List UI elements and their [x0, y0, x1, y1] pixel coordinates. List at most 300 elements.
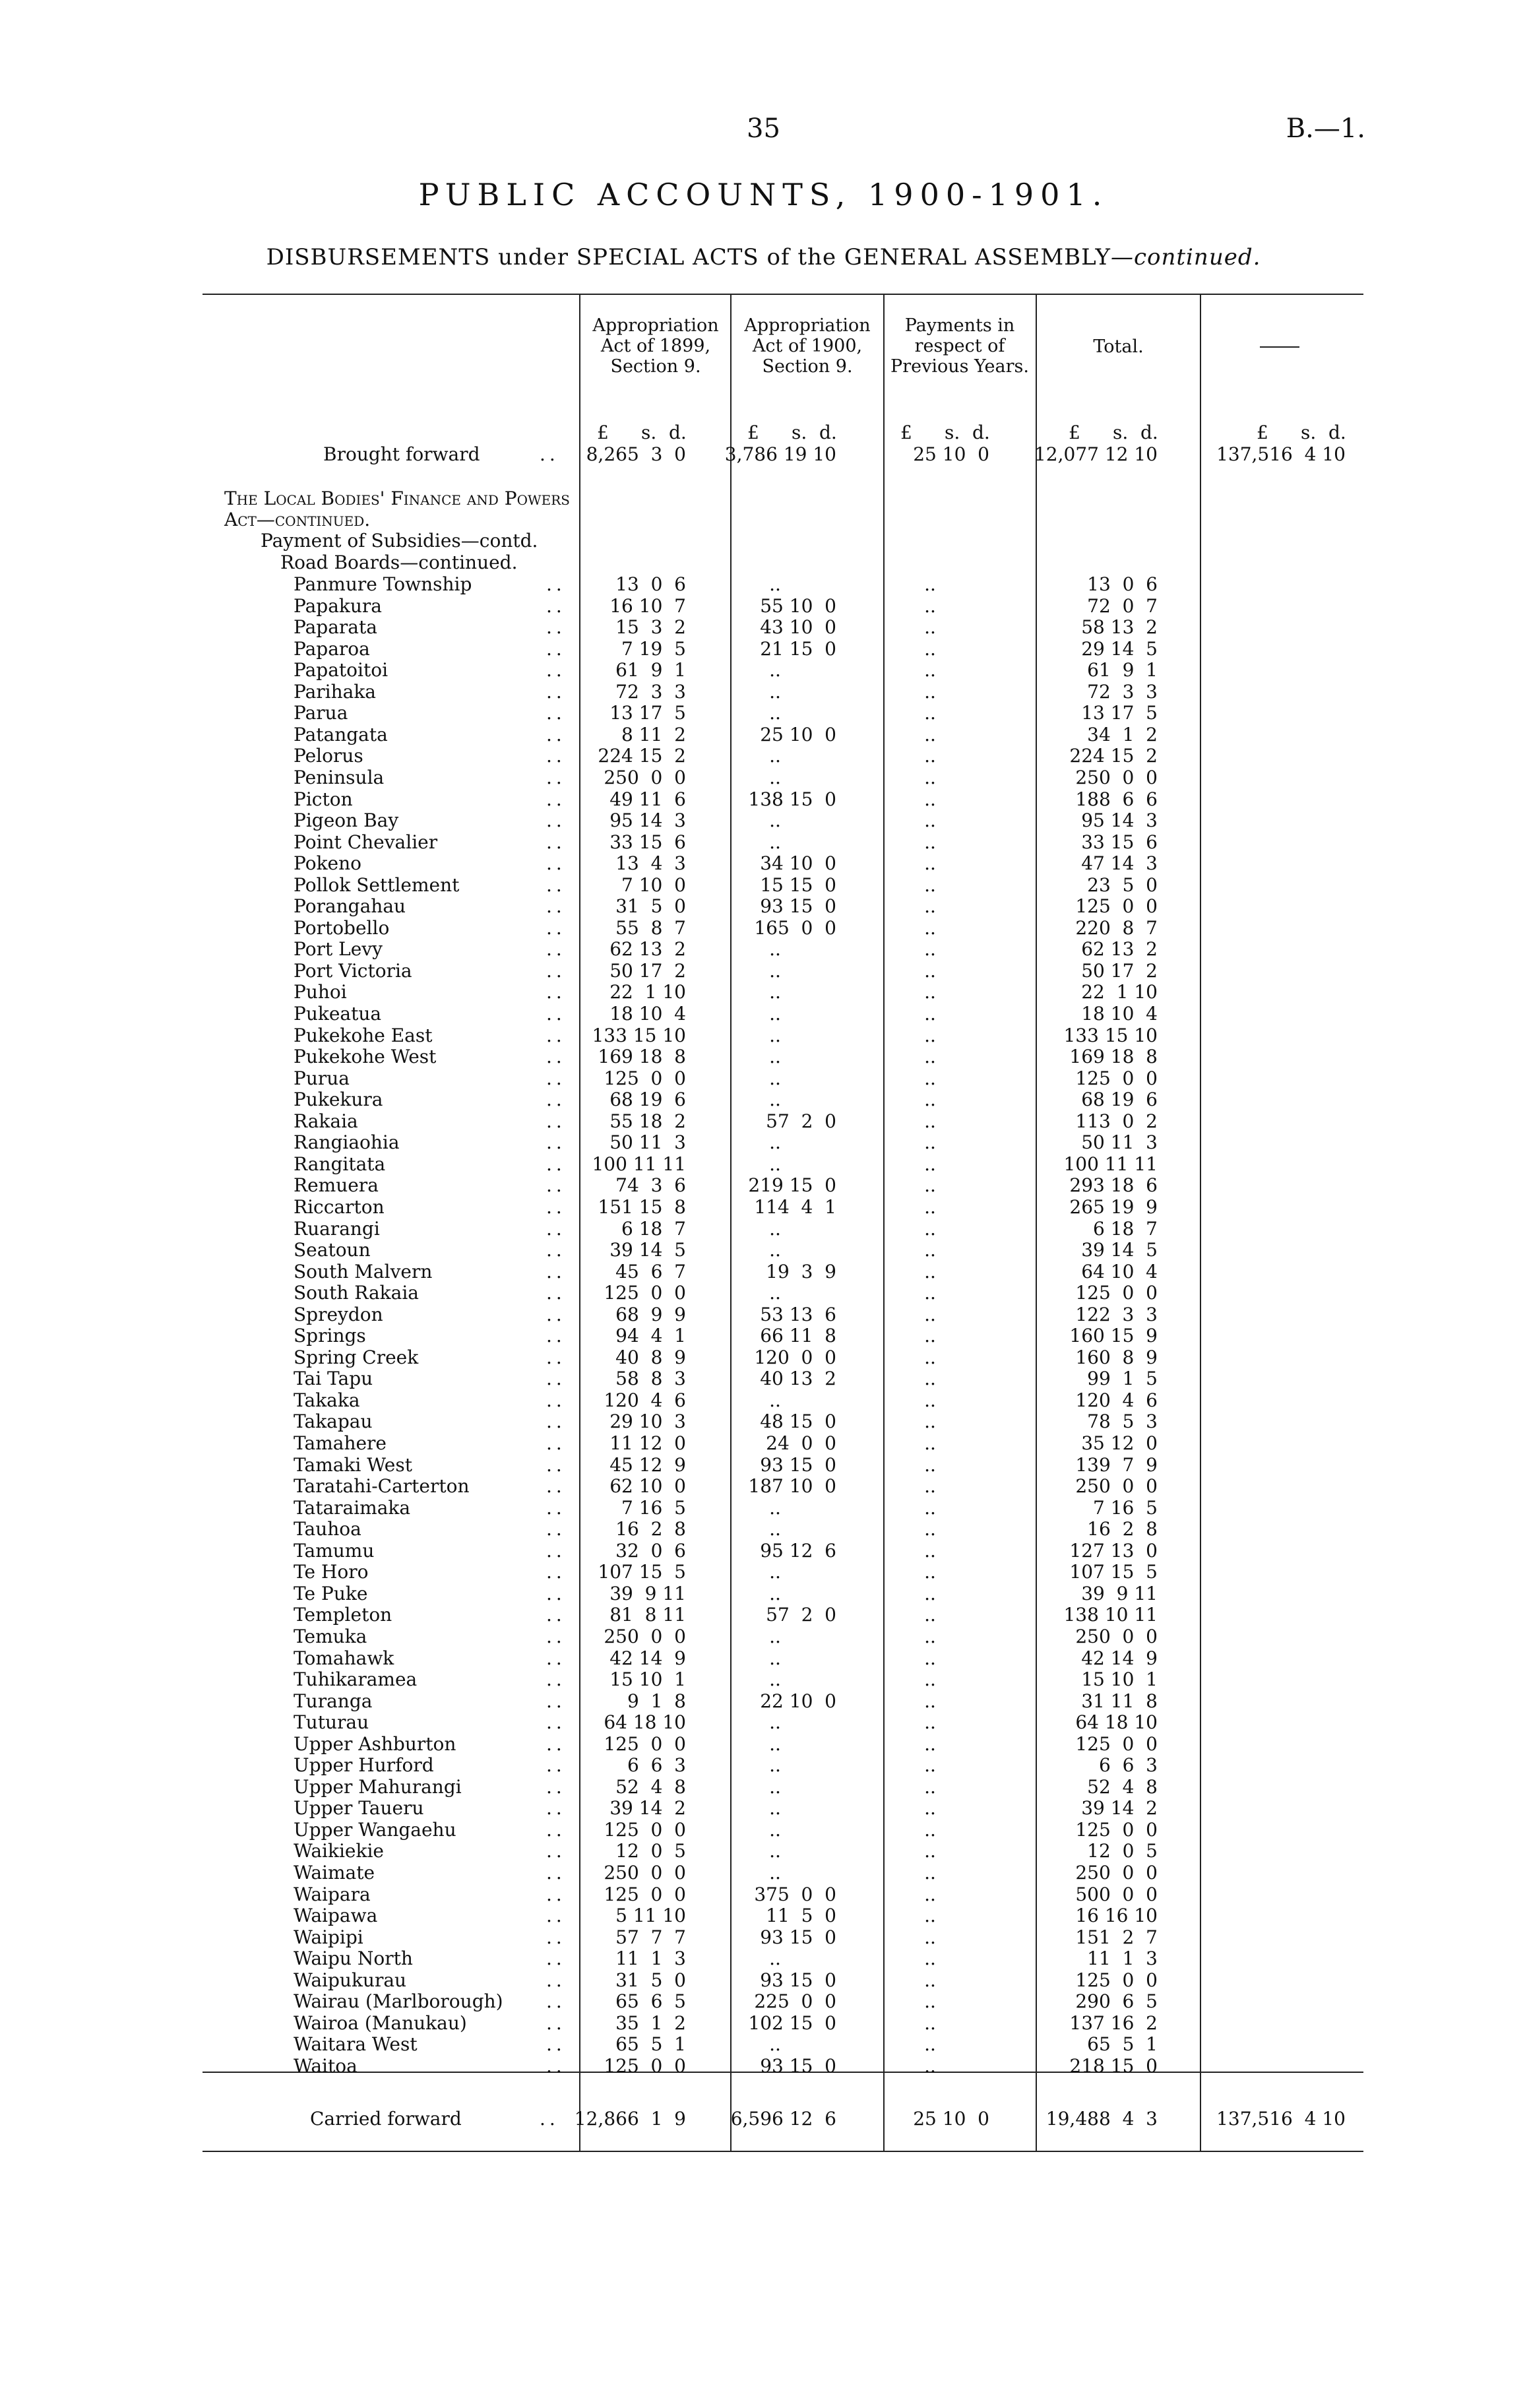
row-leader: ..: [546, 1261, 566, 1283]
row-value: 68 19 6: [609, 1089, 686, 1110]
row-value: ..: [924, 1819, 936, 1841]
column-rule: [730, 294, 732, 2151]
column-header-blank: [1260, 346, 1299, 348]
road-board-name: Upper Hurford: [294, 1754, 434, 1776]
road-board-name: Rakaia: [294, 1110, 358, 1132]
row-value: 74 3 6: [615, 1174, 686, 1196]
row-value: ..: [769, 960, 781, 982]
brought-forward-value: 12,077 12 10: [1034, 443, 1158, 465]
row-leader: ..: [546, 809, 566, 831]
column-rule: [883, 294, 885, 2151]
row-value: ..: [924, 960, 936, 982]
row-value: 113 0 2: [1075, 1110, 1158, 1132]
carried-forward-label: Carried forward: [310, 2108, 462, 2130]
row-value: ..: [924, 616, 936, 638]
row-value: ..: [924, 1690, 936, 1712]
row-value: 7 16 5: [1093, 1497, 1158, 1519]
row-value: 93 15 0: [760, 1969, 836, 1991]
row-leader: ..: [546, 1497, 566, 1519]
row-value: 81 8 11: [609, 1604, 686, 1626]
row-value: ..: [924, 1626, 936, 1647]
road-board-name: Takapau: [294, 1410, 373, 1432]
row-value: 125 0 0: [1075, 1067, 1158, 1089]
row-value: ..: [924, 1711, 936, 1733]
row-leader: ..: [546, 1711, 566, 1733]
row-value: 125 0 0: [604, 1884, 686, 1905]
row-value: ..: [924, 724, 936, 745]
currency-unit-shilling: s.: [1301, 422, 1317, 443]
row-value: 9 1 8: [627, 1690, 686, 1712]
row-value: ..: [924, 1518, 936, 1540]
currency-unit-pence: d.: [819, 422, 837, 443]
carried-forward-value: 6,596 12 6: [730, 2108, 836, 2130]
row-value: 61 9 1: [1087, 659, 1158, 681]
row-value: 19 3 9: [766, 1261, 836, 1283]
row-value: 125 0 0: [604, 1067, 686, 1089]
carried-forward-value: 25 10 0: [913, 2108, 989, 2130]
row-value: ..: [924, 788, 936, 810]
row-value: ..: [769, 1518, 781, 1540]
row-value: ..: [924, 1733, 936, 1755]
row-value: ..: [769, 1389, 781, 1411]
row-value: 107 15 5: [598, 1561, 686, 1583]
row-value: 218 15 0: [1069, 2055, 1158, 2077]
row-value: ..: [924, 1540, 936, 1562]
subheading-payment-of-subsidies: Payment of Subsidies—contd.: [261, 530, 538, 552]
road-board-name: Patangata: [294, 724, 388, 745]
row-value: 68 9 9: [615, 1304, 686, 1325]
row-leader: ..: [546, 1196, 566, 1218]
row-value: ..: [769, 1218, 781, 1240]
row-leader: ..: [546, 831, 566, 853]
row-leader: ..: [546, 595, 566, 617]
row-value: 50 11 3: [609, 1131, 686, 1153]
row-value: 107 15 5: [1069, 1561, 1158, 1583]
row-value: ..: [924, 1410, 936, 1432]
road-board-name: Taratahi-Carterton: [294, 1475, 470, 1497]
row-value: 169 18 8: [598, 1046, 686, 1067]
row-value: 165 0 0: [754, 917, 836, 939]
row-value: 250 0 0: [1075, 1475, 1158, 1497]
row-value: ..: [769, 745, 781, 767]
row-value: 6 18 7: [621, 1218, 686, 1240]
row-value: 12 0 5: [1087, 1840, 1158, 1862]
row-value: 13 17 5: [609, 702, 686, 724]
row-leader: ..: [546, 1347, 566, 1368]
row-leader: ..: [546, 1926, 566, 1948]
row-value: 100 11 11: [1063, 1153, 1158, 1175]
column-header-total: Total.: [1093, 336, 1144, 357]
row-value: ..: [769, 659, 781, 681]
row-value: ..: [769, 1089, 781, 1110]
row-value: 39 14 2: [1081, 1797, 1158, 1819]
road-board-name: Purua: [294, 1067, 350, 1089]
road-board-name: South Malvern: [294, 1261, 433, 1283]
row-leader: ..: [546, 1239, 566, 1261]
row-value: ..: [769, 1583, 781, 1604]
road-board-name: Parihaka: [294, 681, 377, 703]
row-value: ..: [924, 702, 936, 724]
table-top-rule: [203, 294, 1363, 295]
row-value: ..: [769, 1153, 781, 1175]
road-board-name: Waimate: [294, 1862, 375, 1884]
row-leader: ..: [546, 1990, 566, 2012]
row-value: ..: [924, 2055, 936, 2077]
column-rule: [1200, 294, 1201, 2151]
road-board-name: Pelorus: [294, 745, 363, 767]
row-value: 72 3 3: [615, 681, 686, 703]
row-value: ..: [769, 1840, 781, 1862]
road-board-name: Pokeno: [294, 852, 361, 874]
row-leader: ..: [546, 1325, 566, 1347]
road-board-name: Waikiekie: [294, 1840, 384, 1862]
row-value: 50 17 2: [609, 960, 686, 982]
row-leader: ..: [546, 1518, 566, 1540]
row-value: 139 7 9: [1075, 1454, 1158, 1476]
road-board-name: Tataraimaka: [294, 1497, 411, 1519]
row-leader: ..: [546, 1067, 566, 1089]
row-value: ..: [924, 1003, 936, 1025]
row-value: ..: [924, 1218, 936, 1240]
road-board-name: Pukeatua: [294, 1003, 382, 1025]
road-board-name: Pollok Settlement: [294, 874, 460, 896]
brought-forward-value: 137,516 4 10: [1216, 443, 1346, 465]
row-leader: ..: [546, 2055, 566, 2077]
row-leader: ..: [546, 895, 566, 917]
row-leader: ..: [546, 1604, 566, 1626]
row-value: 39 14 5: [1081, 1239, 1158, 1261]
row-leader: ..: [546, 724, 566, 745]
row-leader: ..: [546, 1389, 566, 1411]
row-value: ..: [924, 1454, 936, 1476]
table-bottom-rule: [203, 2151, 1363, 2152]
row-leader: ..: [546, 1626, 566, 1647]
row-value: ..: [924, 1025, 936, 1046]
road-board-name: Seatoun: [294, 1239, 371, 1261]
row-leader: ..: [546, 1218, 566, 1240]
row-value: 125 0 0: [1075, 1969, 1158, 1991]
row-leader: ..: [546, 745, 566, 767]
row-value: 57 2 0: [766, 1604, 836, 1626]
row-leader: ..: [546, 981, 566, 1003]
road-board-name: Pukekohe West: [294, 1046, 437, 1067]
road-board-name: Peninsula: [294, 767, 385, 788]
row-value: ..: [769, 1067, 781, 1089]
row-value: 250 0 0: [1075, 767, 1158, 788]
row-value: ..: [924, 1926, 936, 1948]
row-value: 13 17 5: [1081, 702, 1158, 724]
row-value: 16 2 8: [1087, 1518, 1158, 1540]
row-value: ..: [924, 745, 936, 767]
row-leader: ..: [546, 1776, 566, 1798]
row-value: 39 14 2: [609, 1797, 686, 1819]
row-value: ..: [924, 638, 936, 660]
row-value: ..: [924, 1668, 936, 1690]
road-board-name: Upper Taueru: [294, 1797, 424, 1819]
row-value: ..: [924, 659, 936, 681]
currency-unit-pence: d.: [972, 422, 990, 443]
row-value: ..: [924, 767, 936, 788]
row-value: 16 2 8: [615, 1518, 686, 1540]
row-value: 48 15 0: [760, 1410, 836, 1432]
road-board-name: Point Chevalier: [294, 831, 438, 853]
currency-unit-shilling: s.: [792, 422, 807, 443]
row-value: 11 1 3: [615, 1948, 686, 1969]
row-value: 120 0 0: [754, 1347, 836, 1368]
row-value: 125 0 0: [604, 1819, 686, 1841]
row-value: 24 0 0: [766, 1432, 836, 1454]
row-value: 22 10 0: [760, 1690, 836, 1712]
row-leader: ..: [546, 1131, 566, 1153]
row-value: ..: [924, 1325, 936, 1347]
row-value: ..: [924, 895, 936, 917]
row-leader: ..: [546, 659, 566, 681]
row-leader: ..: [546, 917, 566, 939]
row-value: ..: [924, 852, 936, 874]
row-leader: ..: [546, 1733, 566, 1755]
currency-unit-shilling: s.: [945, 422, 960, 443]
row-leader: ..: [546, 1410, 566, 1432]
row-value: 52 4 8: [615, 1776, 686, 1798]
road-board-name: Parua: [294, 702, 348, 724]
row-value: 65 5 1: [615, 2033, 686, 2055]
row-leader: ..: [546, 1862, 566, 1884]
row-value: 42 14 9: [1081, 1647, 1158, 1669]
row-value: ..: [769, 1003, 781, 1025]
row-value: 13 0 6: [615, 573, 686, 595]
row-value: 66 11 8: [760, 1325, 836, 1347]
row-leader: ..: [546, 1884, 566, 1905]
row-value: 125 0 0: [1075, 895, 1158, 917]
row-value: 50 11 3: [1081, 1131, 1158, 1153]
row-value: ..: [769, 2033, 781, 2055]
row-value: ..: [924, 2012, 936, 2034]
row-value: 250 0 0: [604, 1626, 686, 1647]
carried-forward-value: 12,866 1 9: [574, 2108, 686, 2130]
row-leader: ..: [546, 852, 566, 874]
row-value: ..: [924, 1840, 936, 1862]
page-number: 35: [747, 113, 780, 144]
row-value: 151 2 7: [1075, 1926, 1158, 1948]
brought-forward-value: 3,786 19 10: [724, 443, 836, 465]
row-value: ..: [769, 702, 781, 724]
row-value: 138 10 11: [1063, 1604, 1158, 1626]
road-board-name: Te Puke: [294, 1583, 368, 1604]
row-value: 127 13 0: [1069, 1540, 1158, 1562]
row-value: 78 5 3: [1087, 1410, 1158, 1432]
road-board-name: Springs: [294, 1325, 366, 1347]
row-value: 62 13 2: [609, 938, 686, 960]
row-value: 21 15 0: [760, 638, 836, 660]
row-value: 16 10 7: [609, 595, 686, 617]
row-value: 95 12 6: [760, 1540, 836, 1562]
road-board-name: Te Horo: [294, 1561, 369, 1583]
row-value: ..: [769, 1948, 781, 1969]
row-value: ..: [769, 1626, 781, 1647]
road-board-name: Picton: [294, 788, 353, 810]
row-value: ..: [769, 1797, 781, 1819]
row-value: 12 0 5: [615, 1840, 686, 1862]
row-leader: ..: [546, 573, 566, 595]
row-value: 6 6 3: [627, 1754, 686, 1776]
row-value: 33 15 6: [1081, 831, 1158, 853]
row-value: 45 12 9: [609, 1454, 686, 1476]
road-board-name: Tuturau: [294, 1711, 369, 1733]
row-value: ..: [924, 1884, 936, 1905]
row-value: ..: [924, 831, 936, 853]
currency-unit-shilling: s.: [1113, 422, 1129, 443]
row-value: ..: [924, 1196, 936, 1218]
road-board-name: Paparata: [294, 616, 377, 638]
row-value: 94 4 1: [615, 1325, 686, 1347]
road-board-name: Port Levy: [294, 938, 383, 960]
row-value: ..: [924, 1797, 936, 1819]
row-value: ..: [924, 1776, 936, 1798]
row-leader: ..: [546, 1089, 566, 1110]
row-value: ..: [924, 1089, 936, 1110]
row-value: ..: [769, 573, 781, 595]
row-leader: ..: [546, 767, 566, 788]
road-board-name: Tamaki West: [294, 1454, 412, 1476]
row-value: 25 10 0: [760, 724, 836, 745]
row-value: ..: [924, 1153, 936, 1175]
row-value: 52 4 8: [1087, 1776, 1158, 1798]
row-value: 250 0 0: [604, 1862, 686, 1884]
road-board-name: Rangitata: [294, 1153, 386, 1175]
row-value: 160 8 9: [1075, 1347, 1158, 1368]
row-value: ..: [924, 1110, 936, 1132]
road-board-name: Riccarton: [294, 1196, 385, 1218]
row-leader: ..: [546, 1647, 566, 1669]
row-leader: ..: [546, 1454, 566, 1476]
road-board-name: Wairoa (Manukau): [294, 2012, 467, 2034]
road-board-name: Ruarangi: [294, 1218, 380, 1240]
row-value: 120 4 6: [1075, 1389, 1158, 1411]
row-value: 265 19 9: [1069, 1196, 1158, 1218]
column-header-appropriation-1899: Appropriation Act of 1899, Section 9.: [592, 315, 719, 377]
row-value: 45 6 7: [615, 1261, 686, 1283]
row-value: ..: [924, 1432, 936, 1454]
row-leader: ..: [546, 2012, 566, 2034]
row-leader: ..: [546, 1754, 566, 1776]
row-value: ..: [769, 1025, 781, 1046]
row-value: 125 0 0: [1075, 1282, 1158, 1304]
row-value: ..: [769, 1497, 781, 1519]
row-value: 13 0 6: [1087, 573, 1158, 595]
road-board-name: Waitoa: [294, 2055, 358, 2077]
currency-unit-pound: £: [900, 422, 912, 443]
row-value: ..: [924, 874, 936, 896]
row-value: 95 14 3: [609, 809, 686, 831]
brought-forward-value: 25 10 0: [913, 443, 989, 465]
currency-unit-pound: £: [597, 422, 609, 443]
row-leader: ..: [546, 1282, 566, 1304]
row-value: ..: [924, 1131, 936, 1153]
row-value: 62 10 0: [609, 1475, 686, 1497]
row-value: 100 11 11: [592, 1153, 686, 1175]
row-value: ..: [924, 1754, 936, 1776]
row-value: 11 1 3: [1087, 1948, 1158, 1969]
row-value: 93 15 0: [760, 1926, 836, 1948]
row-value: ..: [769, 981, 781, 1003]
subheading-road-boards: Road Boards—continued.: [280, 552, 518, 573]
road-board-name: Takaka: [294, 1389, 360, 1411]
currency-unit-pence: d.: [1140, 422, 1158, 443]
road-board-name: Spreydon: [294, 1304, 383, 1325]
row-value: 68 19 6: [1081, 1089, 1158, 1110]
row-value: 125 0 0: [604, 1733, 686, 1755]
row-value: 72 0 7: [1087, 595, 1158, 617]
row-value: 133 15 10: [1063, 1025, 1158, 1046]
row-value: 224 15 2: [598, 745, 686, 767]
row-value: 114 4 1: [754, 1196, 836, 1218]
road-board-name: Turanga: [294, 1690, 373, 1712]
road-board-name: Rangiaohia: [294, 1131, 400, 1153]
row-leader: ..: [546, 616, 566, 638]
row-value: ..: [924, 1174, 936, 1196]
currency-unit-shilling: s.: [641, 422, 657, 443]
row-value: ..: [769, 1239, 781, 1261]
row-value: 15 3 2: [615, 616, 686, 638]
column-header-previous-years: Payments in respect of Previous Years.: [890, 315, 1029, 377]
row-value: 125 0 0: [1075, 1733, 1158, 1755]
row-value: 31 11 8: [1081, 1690, 1158, 1712]
row-leader: ..: [546, 1003, 566, 1025]
row-leader: ..: [546, 681, 566, 703]
row-value: ..: [769, 1668, 781, 1690]
row-leader: ..: [546, 1540, 566, 1562]
row-value: 16 16 10: [1075, 1905, 1158, 1926]
row-leader: ..: [546, 1475, 566, 1497]
row-value: 58 13 2: [1081, 616, 1158, 638]
row-value: ..: [924, 2033, 936, 2055]
row-value: ..: [769, 1282, 781, 1304]
row-value: 6 18 7: [1093, 1218, 1158, 1240]
row-leader: ..: [546, 874, 566, 896]
road-board-name: Tauhoa: [294, 1518, 361, 1540]
row-value: 50 17 2: [1081, 960, 1158, 982]
row-value: 120 4 6: [604, 1389, 686, 1411]
road-board-name: Temuka: [294, 1626, 367, 1647]
row-value: ..: [924, 1282, 936, 1304]
row-value: ..: [924, 1497, 936, 1519]
row-value: ..: [924, 917, 936, 939]
row-value: ..: [924, 1862, 936, 1884]
row-leader: ..: [540, 2108, 559, 2130]
row-value: ..: [924, 1475, 936, 1497]
road-board-name: Upper Mahurangi: [294, 1776, 462, 1798]
row-value: ..: [924, 1583, 936, 1604]
row-leader: ..: [546, 702, 566, 724]
row-value: 125 0 0: [604, 1282, 686, 1304]
row-leader: ..: [546, 1840, 566, 1862]
row-leader: ..: [546, 2033, 566, 2055]
road-board-name: Portobello: [294, 917, 390, 939]
road-board-name: Puhoi: [294, 981, 347, 1003]
road-board-name: Tamumu: [294, 1540, 375, 1562]
row-value: 42 14 9: [609, 1647, 686, 1669]
row-value: ..: [924, 1647, 936, 1669]
subtitle-suffix: —continued.: [1110, 244, 1261, 270]
row-value: 169 18 8: [1069, 1046, 1158, 1067]
carried-forward-value: 19,488 4 3: [1045, 2108, 1158, 2130]
row-leader: ..: [546, 1025, 566, 1046]
row-value: 31 5 0: [615, 1969, 686, 1991]
row-value: 72 3 3: [1087, 681, 1158, 703]
row-value: ..: [924, 1304, 936, 1325]
row-value: ..: [924, 809, 936, 831]
row-value: 13 4 3: [615, 852, 686, 874]
